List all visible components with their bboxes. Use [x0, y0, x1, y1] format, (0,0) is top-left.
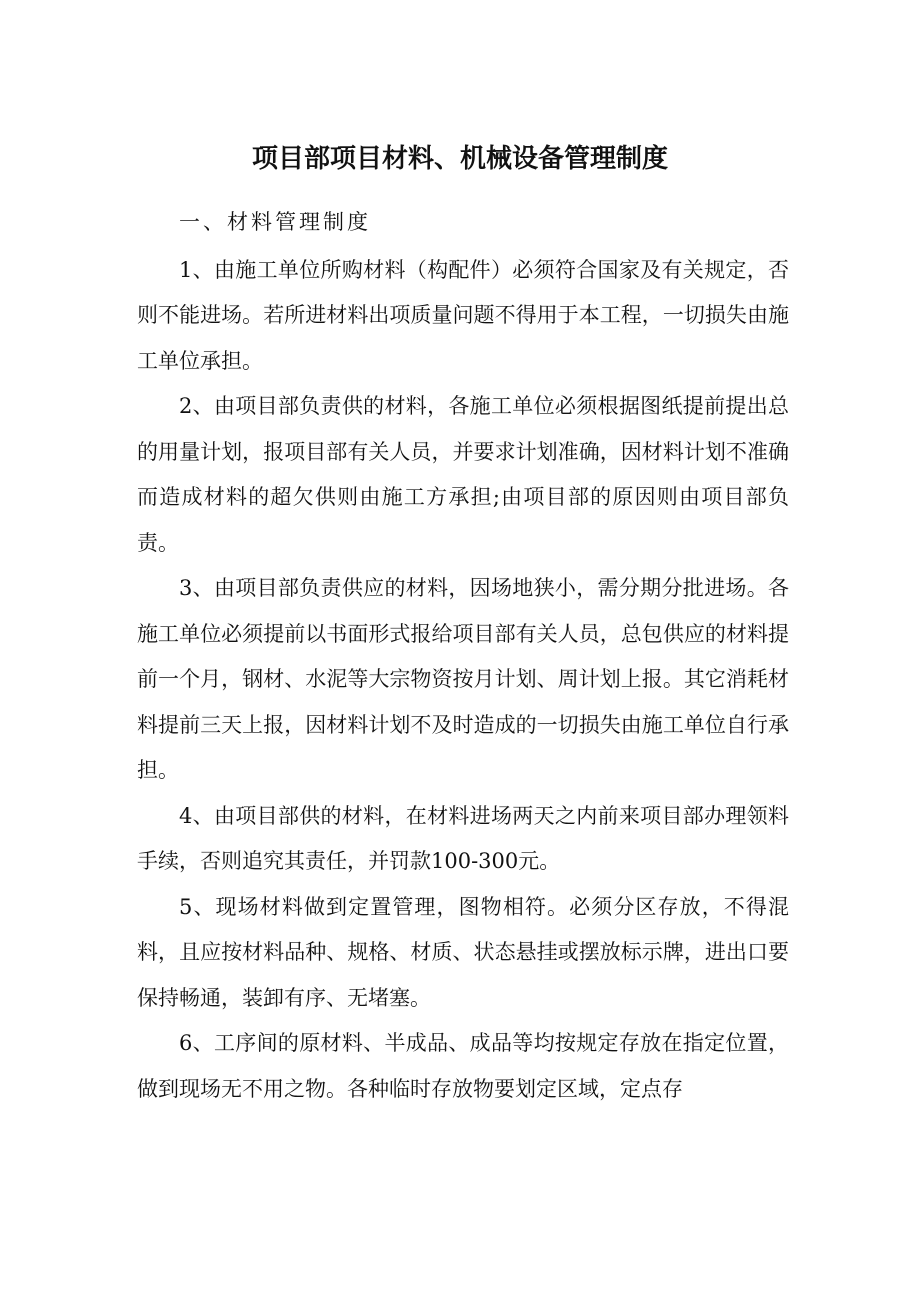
paragraph-4: 4、由项目部供的材料，在材料进场两天之内前来项目部办理领料手续，否则追究其责任，并罚款100-300元。 [137, 803, 789, 873]
document-body [137, 200, 789, 1112]
document-title: 项目部项目材料、机械设备管理制度 [251, 144, 668, 174]
section-heading: 一、材料管理制度 [179, 210, 371, 234]
paragraph-2: 2、由项目部负责供的材料，各施工单位必须根据图纸提前提出总的用量计划，报项目部有关人员，并要求计划准确，因材料计划不准确而造成材料的超欠供则由施工方承担;由项目部的原因则由项目部负责。 [137, 394, 789, 555]
paragraph-1: 1、由施工单位所购材料（构配件）必须符合国家及有关规定，否则不能进场。若所进材料出项质量问题不得用于本工程，一切损失由施工单位承担。 [137, 257, 789, 373]
paragraph-5: 5、现场材料做到定置管理，图物相符。必须分区存放，不得混料，且应按材料品种、规格、材质、状态悬挂或摆放标示牌，进出口要保持畅通，装卸有序、无堵塞。 [137, 894, 789, 1010]
paragraph-3: 3、由项目部负责供应的材料，因场地狭小，需分期分批进场。各施工单位必须提前以书面形式报给项目部有关人员，总包供应的材料提前一个月，钢材、水泥等大宗物资按月计划、周计划上报。其它消耗材料提前三天上报，因材料计划不及时造成的一切损失由施工单位自行承担。 [137, 576, 789, 782]
paragraph-6: 6、工序间的原材料、半成品、成品等均按规定存放在指定位置，做到现场无不用之物。各种临时存放物要划定区域，定点存 [137, 1031, 789, 1101]
